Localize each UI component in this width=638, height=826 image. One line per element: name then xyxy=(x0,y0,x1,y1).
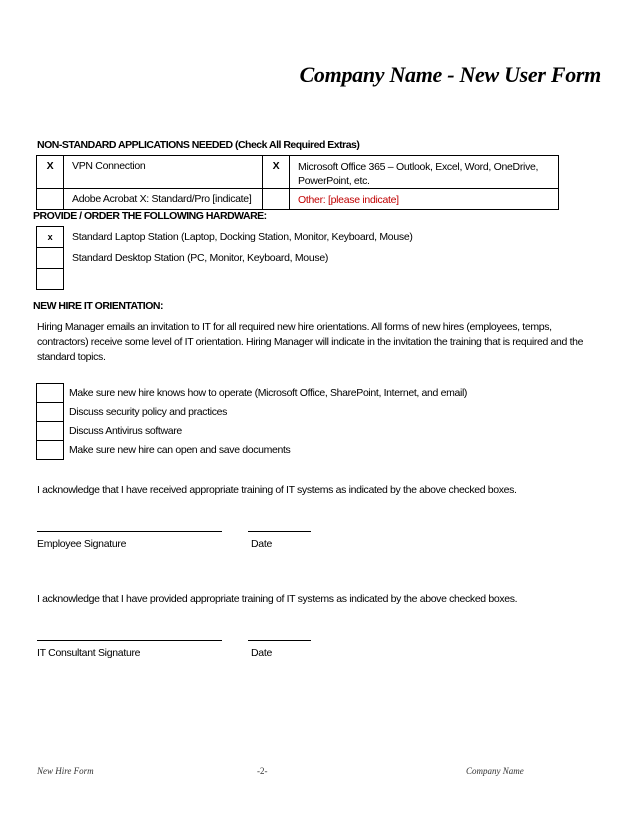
hardware-heading: PROVIDE / ORDER THE FOLLOWING HARDWARE: xyxy=(33,210,267,222)
hardware-extra-checkbox[interactable] xyxy=(37,269,64,290)
hardware-row xyxy=(37,248,414,269)
form-title: Company Name - New User Form xyxy=(299,62,601,87)
orientation-heading: NEW HIRE IT ORIENTATION: xyxy=(33,300,163,312)
consultant-ack-text: I acknowledge that I have provided appropriate training of IT systems as indicated by the above checked boxes. xyxy=(37,593,518,605)
consultant-signature-label: IT Consultant Signature xyxy=(37,647,141,659)
other-app-label: Other: [please indicate] xyxy=(290,189,559,210)
applications-heading: NON-STANDARD APPLICATIONS NEEDED (Check All Required Extras) xyxy=(37,139,360,151)
checklist-label: Discuss Antivirus software xyxy=(69,425,182,437)
laptop-checkbox[interactable]: x xyxy=(37,227,64,248)
checklist-item xyxy=(37,384,468,403)
documents-checkbox[interactable] xyxy=(37,441,64,460)
checklist-item xyxy=(37,403,468,422)
orientation-checklist xyxy=(36,383,468,460)
vpn-label: VPN Connection xyxy=(64,156,263,189)
other-app-checkbox[interactable] xyxy=(263,189,290,210)
employee-date-line[interactable] xyxy=(248,531,311,532)
footer-left: New Hire Form xyxy=(37,766,94,776)
employee-signature-label: Employee Signature xyxy=(37,538,127,550)
consultant-date-line[interactable] xyxy=(248,640,311,641)
employee-ack-text: I acknowledge that I have received appropriate training of IT systems as indicated by the above checked boxes. xyxy=(37,484,517,496)
consultant-signature-line[interactable] xyxy=(37,640,222,641)
checklist-label: Make sure new hire knows how to operate (Microsoft Office, SharePoint, Internet, and email) xyxy=(69,387,468,399)
checklist-label: Make sure new hire can open and save documents xyxy=(69,444,291,456)
office365-label: Microsoft Office 365 – Outlook, Excel, Word, OneDrive, PowerPoint, etc. xyxy=(290,156,559,189)
applications-table xyxy=(36,155,559,210)
security-checkbox[interactable] xyxy=(37,403,64,422)
hardware-extra-label xyxy=(64,269,414,290)
checklist-item xyxy=(37,441,468,460)
checklist-item xyxy=(37,422,468,441)
vpn-checkbox[interactable]: X xyxy=(37,156,64,189)
hardware-row xyxy=(37,227,414,248)
acrobat-label: Adobe Acrobat X: Standard/Pro [indicate] xyxy=(64,189,263,210)
applications-row xyxy=(37,189,559,210)
antivirus-checkbox[interactable] xyxy=(37,422,64,441)
applications-row xyxy=(37,156,559,189)
office365-checkbox[interactable]: X xyxy=(263,156,290,189)
operate-checkbox[interactable] xyxy=(37,384,64,403)
hardware-table xyxy=(36,226,414,290)
acrobat-checkbox[interactable] xyxy=(37,189,64,210)
employee-signature-line[interactable] xyxy=(37,531,222,532)
orientation-paragraph: Hiring Manager emails an invitation to IT for all required new hire orientations. All forms of new hires (employees, temps, contractors) receive some level of IT orientation. Hiring Manager will indicate in the invitation the training that is required and the standard topics. xyxy=(37,321,584,363)
checklist-label: Discuss security policy and practices xyxy=(69,406,228,418)
footer-right: Company Name xyxy=(466,766,524,776)
laptop-label: Standard Laptop Station (Laptop, Docking Station, Monitor, Keyboard, Mouse) xyxy=(72,231,413,243)
footer-page-number: -2- xyxy=(257,766,268,776)
consultant-date-label: Date xyxy=(251,647,272,659)
hardware-row xyxy=(37,269,414,290)
desktop-checkbox[interactable] xyxy=(37,248,64,269)
desktop-label: Standard Desktop Station (PC, Monitor, Keyboard, Mouse) xyxy=(72,252,329,264)
employee-date-label: Date xyxy=(251,538,272,550)
